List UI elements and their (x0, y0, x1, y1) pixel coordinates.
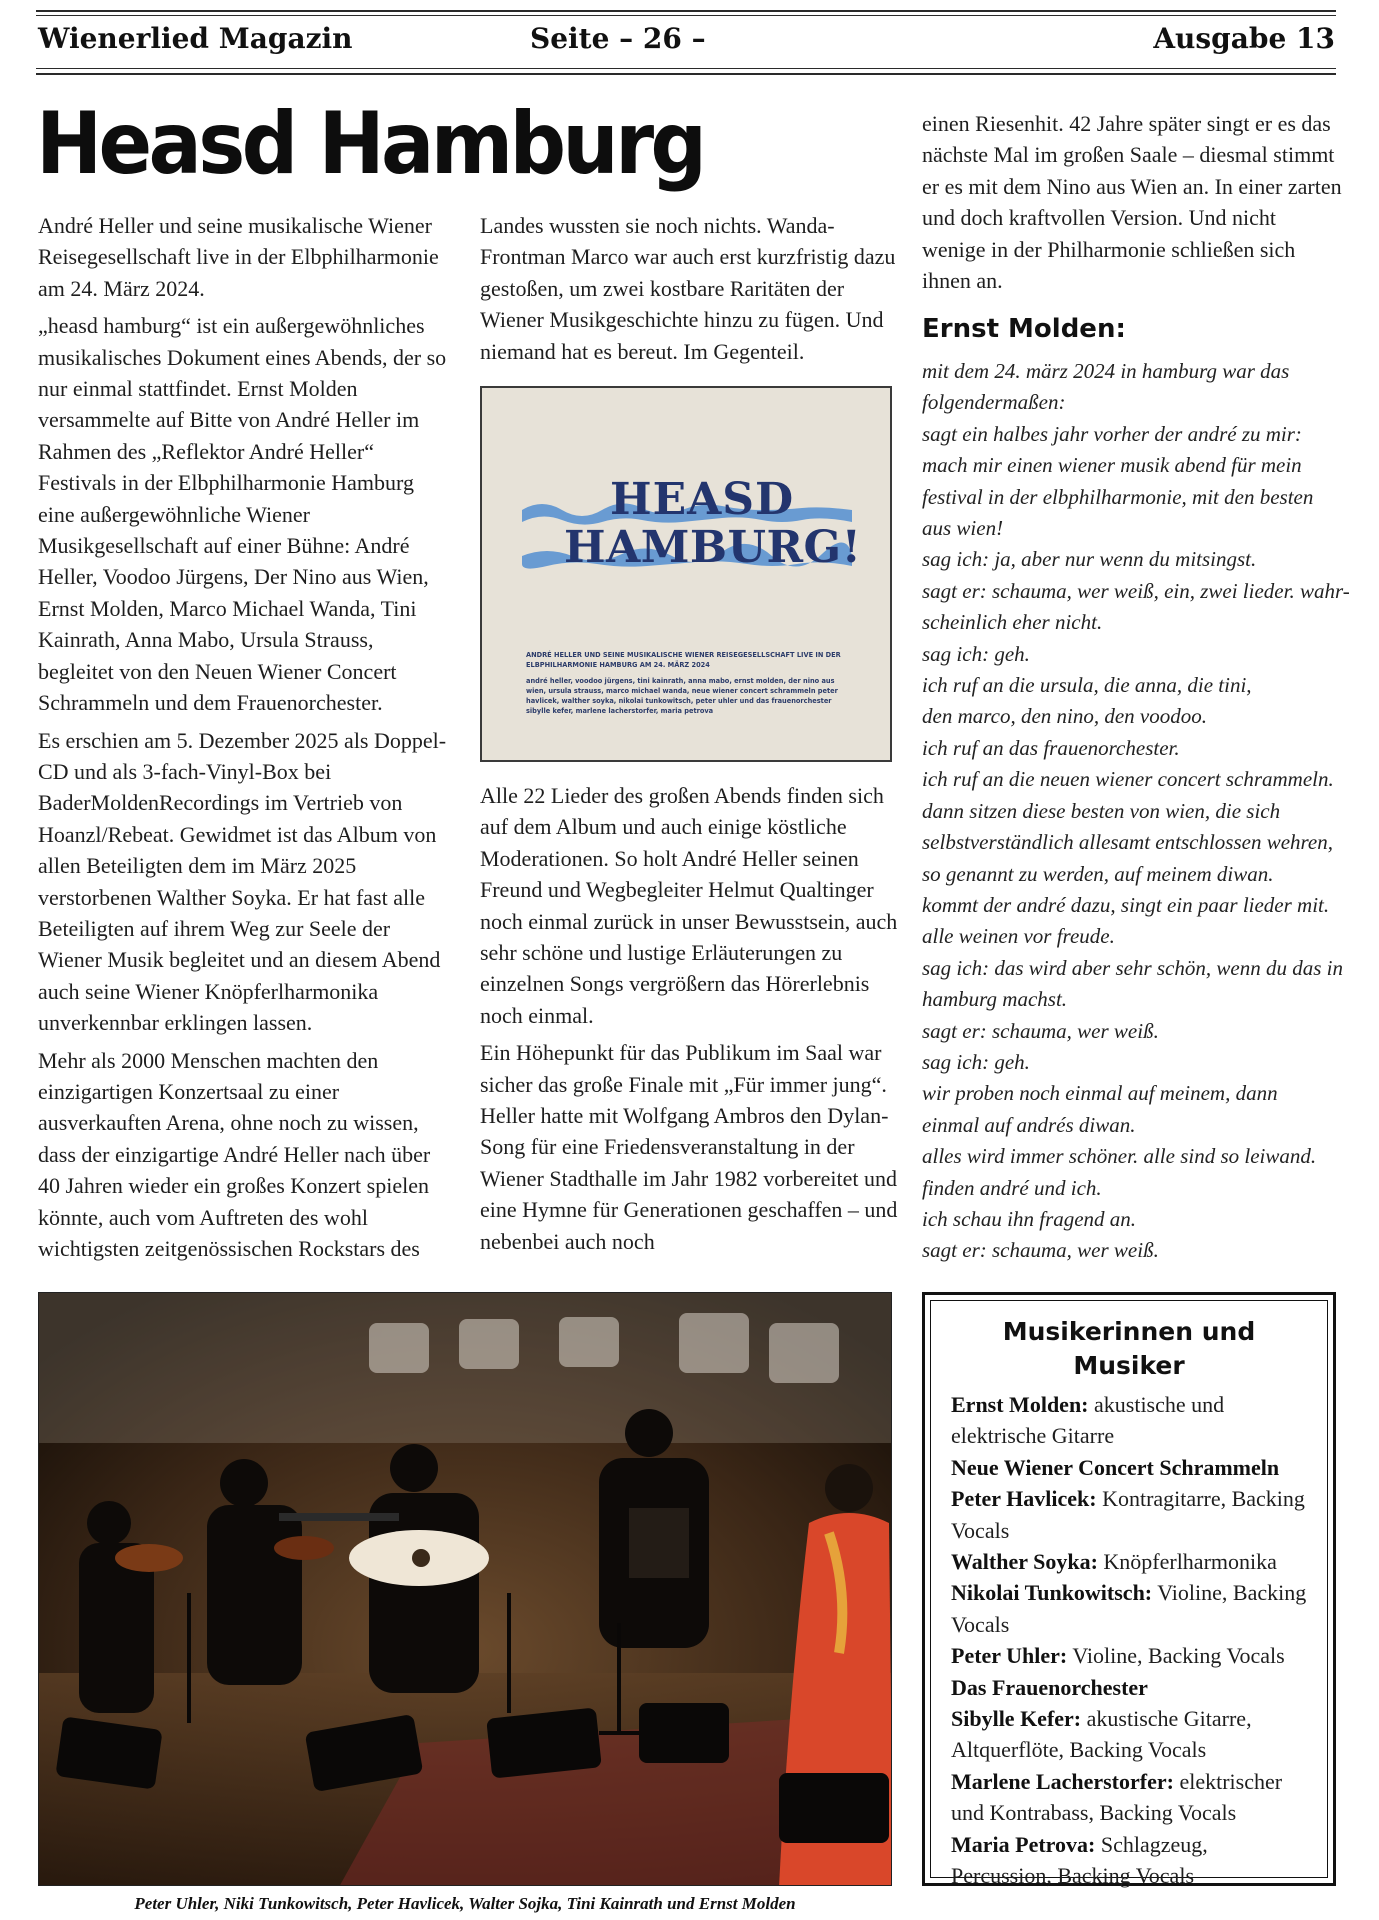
concert-photo-illustration (39, 1293, 892, 1886)
musicians-list (951, 1389, 1307, 1892)
quote-line: kommt der andré dazu, singt ein paar lieder mit. (922, 892, 1330, 917)
musician-name: Maria Petrova: (951, 1831, 1096, 1857)
musician-role: Violine, Backing Vocals (1067, 1643, 1285, 1669)
quote-line: sagt er: schauma, wer weiß, ein, zwei lieder. wahr- (922, 578, 1350, 603)
quote-line: einmal auf andrés diwan. (922, 1112, 1136, 1137)
article-headline: Heasd Hamburg (36, 94, 704, 194)
quote-line: finden andré und ich. (922, 1175, 1102, 1200)
body-paragraph: Landes wussten sie noch nichts. Wanda-Frontman Marco war auch erst kurzfristig dazu gestoßen, um zwei kostbare Raritäten der Wiener Musikgeschichte hinzu zu fügen. Und niemand hat es bereut. Im Gegenteil. (480, 213, 896, 364)
quote-line: alle weinen vor freude. (922, 924, 1115, 949)
quote-line: sag ich: geh. (922, 641, 1030, 666)
album-cover-image (480, 386, 892, 762)
quote-line: dann sitzen diese besten von wien, die sich (922, 798, 1281, 823)
quote-line: ich ruf an das frauenorchester. (922, 735, 1180, 760)
quote-line: hamburg machst. (922, 987, 1068, 1012)
quote-line: so genannt zu werden, auf meinem diwan. (922, 861, 1274, 886)
page-number: Seite – 26 – (530, 22, 706, 55)
musician-entry (951, 1640, 1307, 1671)
molden-quote-heading: Ernst Molden: (922, 314, 1126, 344)
musician-name: Marlene Lacherstorfer: (951, 1768, 1174, 1794)
album-credit-list: andré heller, voodoo jürgens, tini kainrath, anna mabo, ernst molden, der nino aus wien, ursula strauss, marco michael wanda, neue wiener concert schrammeln peter havlicek, walther soyka, nikolai tunkowitsch, peter uhler und das frauenorchester sibylle kefer, marlene lacherstorfer, maria petrova (526, 677, 838, 715)
album-title-line-1: HEASD (610, 474, 795, 525)
musician-name: Peter Uhler: (951, 1643, 1068, 1669)
quote-line: aus wien! (922, 516, 1004, 541)
quote-line: sagt er: schauma, wer weiß. (922, 1238, 1159, 1263)
musician-name: Nikolai Tunkowitsch: (951, 1580, 1153, 1606)
musician-role: akustische und elektrische Gitarre (951, 1392, 1225, 1449)
quote-line: ich ruf an die neuen wiener concert schrammeln. (922, 767, 1334, 792)
musician-name: Peter Havlicek: (951, 1486, 1097, 1512)
musician-role: Violine, Backing Vocals (951, 1580, 1307, 1637)
quote-line: selbstverständlich allesamt entschlossen wehren, (922, 830, 1333, 855)
article-column-3 (922, 108, 1342, 302)
musician-entry (951, 1703, 1307, 1766)
body-paragraph: Mehr als 2000 Menschen machten den einzigartigen Konzertsaal zu einer ausverkauften Arena, ohne noch zu wissen, dass der einzigartige André Heller nach über 40 Jahren wieder ein großes Konzert spielen könnte, auch vom Auftreten des wohl wichtigsten zeitgenössischen Rockstars des (38, 1047, 431, 1261)
musician-name: Neue Wiener Concert Schrammeln (951, 1454, 1280, 1480)
lead-paragraph: André Heller und seine musikalische Wiener Reisegesellschaft live in der Elbphilharmonie am 24. März 2024. (38, 213, 439, 301)
article-column-1 (38, 210, 448, 1270)
musician-entry (951, 1829, 1307, 1892)
body-paragraph: „heasd hamburg“ ist ein außergewöhnliches musikalisches Dokument eines Abends, der so nur einmal stattfindet. Ernst Molden versammelte auf Bitte von André Heller im Rahmen des „Reflektor André Heller“ Festivals in der Elbphilharmonie Hamburg eine außergewöhnliche Wiener Musikgesellschaft auf einer Bühne: André Heller, Voodoo Jürgens, Der Nino aus Wien, Ernst Molden, Marco Michael Wanda, Tini Kainrath, Anna Mabo, Ursula Strauss, begleitet von den Neuen Wiener Concert Schrammeln und dem Frauenorchester. (38, 313, 447, 716)
musician-entry (951, 1389, 1307, 1452)
quote-line: mach mir einen wiener musik abend für mein (922, 453, 1302, 478)
musician-role: Schlagzeug, Percussion, Backing Vocals (951, 1831, 1208, 1889)
concert-photo (38, 1292, 892, 1886)
quote-line: ich ruf an die ursula, die anna, die tini, (922, 673, 1252, 698)
musician-name: Ernst Molden: (951, 1392, 1089, 1417)
album-subtitle: ANDRÉ HELLER UND SEINE MUSIKALISCHE WIENER REISEGESELLSCHAFT LIVE IN DER ELBPHILHARMONIE HAMBURG AM 24. MÄRZ 2024 (526, 651, 841, 669)
article-column-2-bottom (480, 780, 900, 1263)
header-rule-bottom (36, 73, 1336, 75)
musician-name: Walther Soyka: (951, 1549, 1098, 1575)
musicians-box (922, 1292, 1336, 1889)
musician-entry (951, 1577, 1307, 1640)
musician-entry (951, 1452, 1307, 1483)
quote-line: festival in der elbphilharmonie, mit den besten (922, 484, 1314, 509)
musician-name: Sibylle Kefer: (951, 1706, 1082, 1732)
album-title-line-2: HAMBURG! (564, 522, 862, 573)
musician-role: elektrischer und Kontrabass, Backing Vocals (951, 1768, 1283, 1826)
molden-quote (922, 356, 1350, 1267)
musician-entry (951, 1672, 1307, 1703)
quote-line: sag ich: ja, aber nur wenn du mitsingst. (922, 547, 1257, 572)
quote-line: sagt er: schauma, wer weiß. (922, 1018, 1159, 1043)
article-column-2-top (480, 210, 900, 373)
album-credits (526, 650, 856, 716)
musician-role: Kontragitarre, Backing Vocals (951, 1486, 1305, 1543)
header-rule-bottom-thin (36, 68, 1336, 69)
quote-line: ich schau ihn fragend an. (922, 1206, 1137, 1231)
quote-line: folgendermaßen: (922, 390, 1066, 415)
quote-line: sag ich: das wird aber sehr schön, wenn du das in (922, 955, 1343, 980)
musician-role: akustische Gitarre, Altquerflöte, Backing Vocals (951, 1706, 1252, 1763)
quote-line: sag ich: geh. (922, 1049, 1030, 1074)
quote-line: mit dem 24. märz 2024 in hamburg war das (922, 359, 1290, 383)
musician-entry (951, 1546, 1307, 1577)
musician-role: Knöpferlharmonika (1097, 1549, 1277, 1575)
quote-line: den marco, den nino, den voodoo. (922, 704, 1207, 729)
photo-caption: Peter Uhler, Niki Tunkowitsch, Peter Havlicek, Walter Sojka, Tini Kainrath und Ernst Molden (134, 1894, 796, 1913)
quote-line: alles wird immer schöner. alle sind so leiwand. (922, 1144, 1317, 1169)
body-paragraph: Alle 22 Lieder des großen Abends finden sich auf dem Album und auch einige köstliche Moderationen. So holt André Heller seinen Freund und Wegbegleiter Helmut Qualtinger noch einmal zurück in unser Bewusstsein, auch sehr schöne und lustige Erläuterungen zu einzelnen Songs vergrößern das Hörerlebnis noch einmal. (480, 783, 898, 1028)
body-paragraph: Ein Höhepunkt für das Publikum im Saal war sicher das große Finale mit „Für immer jung“. Heller hatte mit Wolfgang Ambros den Dylan-Song für eine Friedensveranstaltung in der Wiener Stadthalle im Jahr 1982 vorbereitet und eine Hymne für Generationen geschaffen – und nebenbei auch noch (480, 1040, 898, 1254)
musician-name: Das Frauenorchester (951, 1674, 1148, 1700)
quote-line: scheinlich eher nicht. (922, 610, 1103, 635)
quote-line: wir proben noch einmal auf meinem, dann (922, 1081, 1278, 1106)
musician-entry (951, 1483, 1307, 1546)
issue-number: Ausgabe 13 (1153, 22, 1335, 55)
magazine-name: Wienerlied Magazin (38, 22, 353, 55)
body-paragraph: Es erschien am 5. Dezember 2025 als Doppel-CD und als 3-fach-Vinyl-Box bei BaderMoldenRecordings im Vertrieb von Hoanzl/Rebeat. Gewidmet ist das Album von allen Beteiligten dem im März 2025 verstorbenen Walther Soyka. Er hat fast alle Beteiligten auf ihrem Weg zur Seele der Wiener Musik begleitet und an diesem Abend auch seine Wiener Knöpferlharmonika unverkennbar erklingen lassen. (38, 727, 447, 1036)
musician-entry (951, 1766, 1307, 1829)
header-rule-top-thin (36, 15, 1336, 16)
quote-line: sagt ein halbes jahr vorher der andré zu mir: (922, 421, 1302, 446)
body-paragraph: einen Riesenhit. 42 Jahre später singt er es das nächste Mal im großen Saale – diesmal stimmt er es mit dem Nino aus Wien an. In einer zarten und doch kraftvollen Version. Und nicht wenige in der Philharmonie schließen sich ihnen an. (922, 111, 1342, 294)
musicians-box-title: Musikerinnen und Musiker (1002, 1317, 1256, 1380)
musicians-box-inner (930, 1300, 1328, 1889)
header-rule-top (36, 10, 1336, 12)
